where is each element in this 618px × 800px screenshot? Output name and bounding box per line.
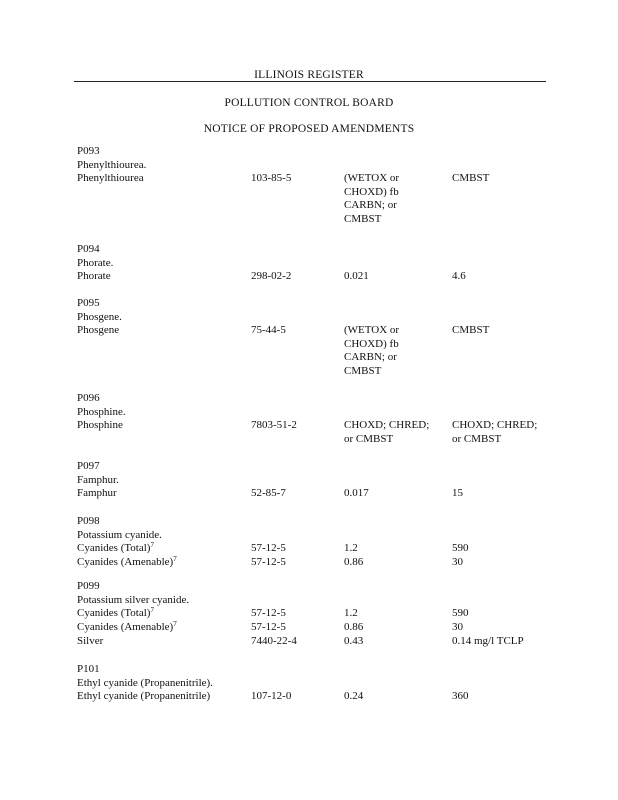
constituent-name: Cyanides (Total)$^7$ bbox=[77, 541, 154, 554]
constituent-name: Cyanides (Amenable)$^7$ bbox=[77, 620, 177, 633]
wastewater-standard: 0.43 bbox=[344, 635, 364, 647]
wastewater-standard: CARBN; or bbox=[344, 199, 397, 211]
cas-number: 75-44-5 bbox=[251, 324, 286, 336]
wastewater-standard: 1.2 bbox=[344, 542, 358, 554]
cas-number: 298-02-2 bbox=[251, 270, 292, 282]
wastewater-standard: CHOXD) fb bbox=[344, 337, 399, 350]
wastewater-standard: (WETOX or bbox=[344, 324, 400, 336]
cas-number: 7803-51-2 bbox=[251, 419, 297, 431]
constituent-name: Famphur bbox=[77, 487, 117, 499]
board-title: POLLUTION CONTROL BOARD bbox=[224, 97, 394, 109]
constituent-name: Phorate bbox=[77, 270, 111, 282]
nonwastewater-standard: CMBST bbox=[452, 324, 490, 336]
footnote-marker: 7 bbox=[150, 606, 154, 614]
nonwastewater-standard: CMBST bbox=[452, 172, 490, 184]
waste-name: Phorate. bbox=[77, 256, 114, 269]
nonwastewater-standard: CHOXD; CHRED; bbox=[452, 419, 538, 431]
nonwastewater-standard: 360 bbox=[452, 690, 469, 702]
waste-code: P095 bbox=[77, 297, 100, 309]
waste-name: Potassium silver cyanide. bbox=[77, 593, 190, 606]
wastewater-standard: 0.24 bbox=[344, 690, 364, 702]
cas-number: 57-12-5 bbox=[251, 542, 286, 554]
wastewater-standard: 0.017 bbox=[344, 487, 369, 499]
nonwastewater-standard: 4.6 bbox=[452, 270, 466, 282]
waste-code: P096 bbox=[77, 392, 100, 404]
nonwastewater-standard: 30 bbox=[452, 556, 463, 568]
constituent-name: Cyanides (Amenable)$^7$ bbox=[77, 555, 177, 568]
nonwastewater-standard: 590 bbox=[452, 607, 469, 619]
wastewater-standard: 0.021 bbox=[344, 270, 369, 282]
waste-code: P094 bbox=[77, 243, 100, 255]
wastewater-standard: 1.2 bbox=[344, 607, 358, 619]
cas-number: 57-12-5 bbox=[251, 556, 286, 568]
cas-number: 57-12-5 bbox=[251, 621, 286, 633]
waste-name: Famphur. bbox=[77, 473, 119, 486]
waste-code: P099 bbox=[77, 580, 100, 592]
wastewater-standard: 0.86 bbox=[344, 556, 364, 568]
cas-number: 103-85-5 bbox=[251, 172, 292, 184]
waste-name: Phosphine. bbox=[77, 405, 126, 418]
cas-number: 52-85-7 bbox=[251, 487, 286, 499]
cas-number: 7440-22-4 bbox=[251, 635, 297, 647]
cas-number: 107-12-0 bbox=[251, 690, 292, 702]
wastewater-standard: or CMBST bbox=[344, 432, 394, 445]
wastewater-standard: CARBN; or bbox=[344, 351, 397, 363]
footnote-marker: 7 bbox=[150, 541, 154, 549]
waste-name: Phosgene. bbox=[77, 310, 122, 323]
waste-code: P098 bbox=[77, 515, 100, 527]
waste-code: P093 bbox=[77, 145, 100, 157]
nonwastewater-standard: or CMBST bbox=[452, 432, 502, 445]
register-title: ILLINOIS REGISTER bbox=[254, 69, 364, 81]
footnote-marker: 7 bbox=[173, 555, 177, 563]
nonwastewater-standard: 590 bbox=[452, 542, 469, 554]
wastewater-standard: CMBST bbox=[344, 364, 382, 377]
cas-number: 57-12-5 bbox=[251, 607, 286, 619]
nonwastewater-standard: 30 bbox=[452, 621, 463, 633]
waste-name: Potassium cyanide. bbox=[77, 528, 162, 541]
waste-code: P101 bbox=[77, 663, 100, 675]
nonwastewater-standard: 0.14 mg/l TCLP bbox=[452, 635, 524, 647]
constituent-name: Phosgene bbox=[77, 324, 120, 336]
constituent-name: Phenylthiourea bbox=[77, 172, 144, 184]
constituent-name: Ethyl cyanide (Propanenitrile) bbox=[77, 690, 211, 702]
waste-name: Ethyl cyanide (Propanenitrile). bbox=[77, 676, 213, 689]
nonwastewater-standard: 15 bbox=[452, 487, 463, 499]
footnote-marker: 7 bbox=[173, 620, 177, 628]
wastewater-standard: 0.86 bbox=[344, 621, 364, 633]
constituent-name: Phosphine bbox=[77, 419, 123, 431]
header-rule bbox=[74, 81, 546, 82]
waste-name: Phenylthiourea. bbox=[77, 158, 147, 171]
waste-code: P097 bbox=[77, 460, 100, 472]
wastewater-standard: CMBST bbox=[344, 212, 382, 225]
constituent-name: Cyanides (Total)$^7$ bbox=[77, 606, 154, 619]
notice-title: NOTICE OF PROPOSED AMENDMENTS bbox=[203, 123, 415, 135]
constituent-name: Silver bbox=[77, 635, 104, 647]
wastewater-standard: (WETOX or bbox=[344, 172, 400, 184]
wastewater-standard: CHOXD) fb bbox=[344, 185, 399, 198]
wastewater-standard: CHOXD; CHRED; bbox=[344, 419, 430, 431]
